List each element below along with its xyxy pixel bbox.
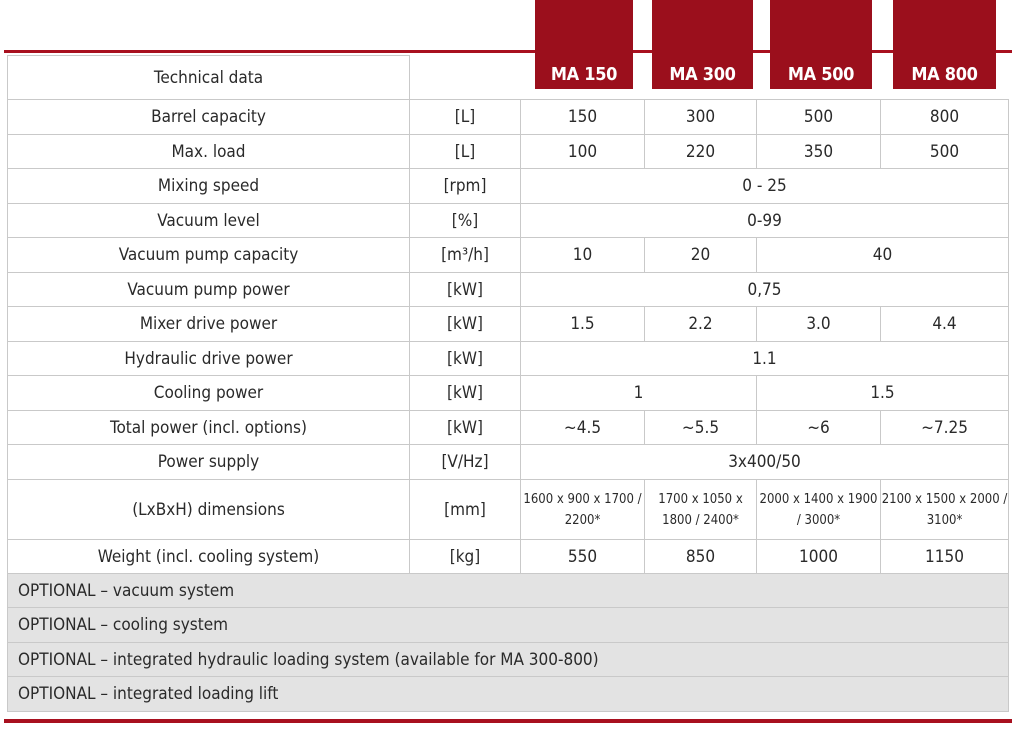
- row-label: Max. load: [8, 135, 410, 169]
- cell-ma500: ~6: [757, 411, 881, 445]
- row-cooling-power: [8, 376, 1009, 411]
- row-label: Power supply: [8, 445, 410, 480]
- cell-ma800: 1150: [881, 540, 1009, 574]
- cell-ma300: 300: [645, 100, 757, 135]
- cell-ma150: 10: [521, 238, 645, 273]
- header-model-slot: [645, 56, 757, 100]
- model-tab-ma800: MA 800: [893, 0, 996, 89]
- header-label: Technical data: [8, 56, 410, 100]
- cell-ma300: 2.2: [645, 307, 757, 342]
- row-vacuum-pump-power: [8, 273, 1009, 307]
- model-tab-ma150: MA 150: [535, 0, 633, 89]
- header-model-slot: [521, 56, 645, 100]
- cell-ma800: 4.4: [881, 307, 1009, 342]
- cell-all-models: 0 - 25: [521, 169, 1009, 204]
- row-label: Cooling power: [8, 376, 410, 411]
- cell-ma300: ~5.5: [645, 411, 757, 445]
- cell-ma300: 850: [645, 540, 757, 574]
- cell-all-models: 3x400/50: [521, 445, 1009, 480]
- cell-ma150: ~4.5: [521, 411, 645, 445]
- cell-ma800: 500: [881, 135, 1009, 169]
- row-label: Vacuum pump capacity: [8, 238, 410, 273]
- cell-ma300: 220: [645, 135, 757, 169]
- row-label: Vacuum pump power: [8, 273, 410, 307]
- header-model-slot: [881, 56, 1009, 100]
- row-unit: [kW]: [410, 307, 521, 342]
- optional-vacuum-system: OPTIONAL – vacuum system: [8, 574, 1009, 608]
- cell-ma150: 550: [521, 540, 645, 574]
- row-total-power: [8, 411, 1009, 445]
- row-label: Weight (incl. cooling system): [8, 540, 410, 574]
- row-unit: [rpm]: [410, 169, 521, 204]
- row-vacuum-pump-capacity: [8, 238, 1009, 273]
- row-label: (LxBxH) dimensions: [8, 480, 410, 540]
- cell-ma500: 500: [757, 100, 881, 135]
- cell-all-models: 0,75: [521, 273, 1009, 307]
- cell-ma500: 1000: [757, 540, 881, 574]
- row-max-load: [8, 135, 1009, 169]
- optional-row: [8, 574, 1009, 608]
- optional-loading-lift: OPTIONAL – integrated loading lift: [8, 677, 1009, 712]
- row-unit: [%]: [410, 204, 521, 238]
- row-unit: [kW]: [410, 342, 521, 376]
- row-unit: [L]: [410, 100, 521, 135]
- cell-ma500: 350: [757, 135, 881, 169]
- row-unit: [m³/h]: [410, 238, 521, 273]
- cell-all-models: 1.1: [521, 342, 1009, 376]
- row-hydraulic-drive-power: [8, 342, 1009, 376]
- header-row: [8, 56, 1009, 100]
- optional-cooling-system: OPTIONAL – cooling system: [8, 608, 1009, 643]
- cell-ma500: 3.0: [757, 307, 881, 342]
- row-weight: [8, 540, 1009, 574]
- row-unit: [V/Hz]: [410, 445, 521, 480]
- cell-ma800: ~7.25: [881, 411, 1009, 445]
- row-unit: [kW]: [410, 376, 521, 411]
- row-label: Vacuum level: [8, 204, 410, 238]
- row-dimensions: [8, 480, 1009, 540]
- row-vacuum-level: [8, 204, 1009, 238]
- optional-row: [8, 643, 1009, 677]
- row-label: Mixer drive power: [8, 307, 410, 342]
- cell-ma800: 2100 x 1500 x 2000 / 3100*: [881, 480, 1009, 540]
- model-tab-ma300: MA 300: [652, 0, 753, 89]
- cell-ma300: 20: [645, 238, 757, 273]
- optional-hydraulic-loading: OPTIONAL – integrated hydraulic loading system (available for MA 300-800): [8, 643, 1009, 677]
- row-label: Barrel capacity: [8, 100, 410, 135]
- cell-ma150-ma300: 1: [521, 376, 757, 411]
- row-unit: [mm]: [410, 480, 521, 540]
- cell-ma150: 1.5: [521, 307, 645, 342]
- row-unit: [kW]: [410, 273, 521, 307]
- row-unit: [L]: [410, 135, 521, 169]
- cell-ma800: 800: [881, 100, 1009, 135]
- header-unit-blank: [410, 56, 521, 100]
- row-mixer-drive-power: [8, 307, 1009, 342]
- cell-ma500-ma800: 1.5: [757, 376, 1009, 411]
- row-label: Hydraulic drive power: [8, 342, 410, 376]
- cell-all-models: 0-99: [521, 204, 1009, 238]
- row-barrel-capacity: [8, 100, 1009, 135]
- row-unit: [kW]: [410, 411, 521, 445]
- row-power-supply: [8, 445, 1009, 480]
- model-tab-ma500: MA 500: [770, 0, 872, 89]
- optional-row: [8, 677, 1009, 712]
- optional-row: [8, 608, 1009, 643]
- cell-ma150: 150: [521, 100, 645, 135]
- header-model-slot: [757, 56, 881, 100]
- cell-ma300: 1700 x 1050 x 1800 / 2400*: [645, 480, 757, 540]
- row-unit: [kg]: [410, 540, 521, 574]
- cell-ma150: 1600 x 900 x 1700 / 2200*: [521, 480, 645, 540]
- cell-ma150: 100: [521, 135, 645, 169]
- cell-ma500: 2000 x 1400 x 1900 / 3000*: [757, 480, 881, 540]
- row-mixing-speed: [8, 169, 1009, 204]
- cell-ma500-ma800: 40: [757, 238, 1009, 273]
- bottom-red-rule: [4, 719, 1012, 723]
- technical-data-table: [7, 55, 1009, 712]
- row-label: Total power (incl. options): [8, 411, 410, 445]
- row-label: Mixing speed: [8, 169, 410, 204]
